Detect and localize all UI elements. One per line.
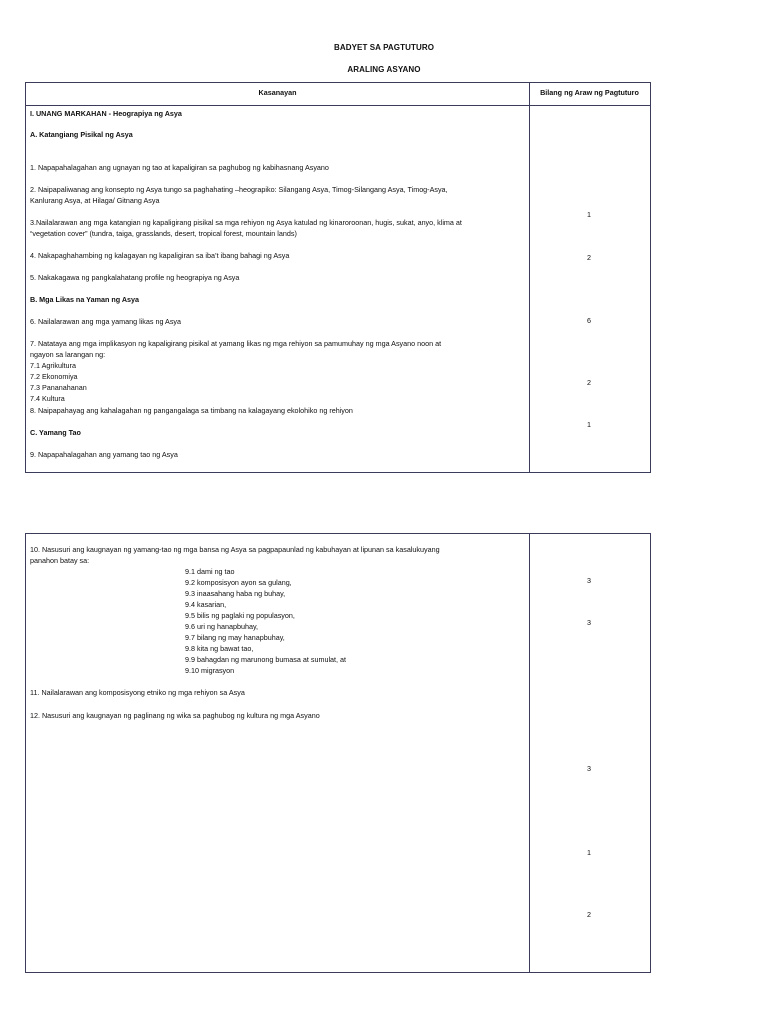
competency-10-subitem: 9.7 bilang ng may hanapbuhay, [185,633,285,642]
budget-table-2 [25,533,651,973]
days-value: 3 [587,576,591,585]
competency-4: 4. Nakapaghahambing ng kalagayan ng kapaligiran sa iba’t ibang bahagi ng Asya [30,251,290,260]
competency-9: 9. Napapahalagahan ang yamang tao ng Asya [30,450,178,459]
section-a-heading: A. Katangiang Pisikal ng Asya [30,130,133,139]
days-value: 3 [587,764,591,773]
section-b-heading: B. Mga Likas na Yaman ng Asya [30,295,140,304]
days-value: 3 [587,618,591,627]
column-header-days: Bilang ng Araw ng Pagtuturo [540,88,639,97]
competency-2-line1: 2. Naipapaliwanag ang konsepto ng Asya tungo sa paghahating –heograpiko: Silangang Asya, Timog-Silangang Asya, Timog-Asya, [30,185,448,194]
competency-8: 8. Naipapahayag ang kahalagahan ng pangangalaga sa timbang na kalagayang ekolohiko ng rehiyon [30,406,353,415]
competency-10-line2: panahon batay sa: [30,556,90,565]
days-value: 1 [587,210,591,219]
days-value: 2 [587,253,591,262]
column-divider [529,534,530,972]
competency-11: 11. Nailalarawan ang komposisyong etniko ng mga rehiyon sa Asya [30,688,245,697]
document-subtitle: ARALING ASYANO [347,65,421,74]
days-value: 1 [587,420,591,429]
competency-10-subitem: 9.1 dami ng tao [185,567,235,576]
budget-table-1 [25,82,651,473]
days-value: 2 [587,910,591,919]
competency-10-line1: 10. Nasusuri ang kaugnayan ng yamang-tao ng mga bansa ng Asya sa pagpapaunlad ng kabuhayan at lipunan sa kasalukuyang [30,545,440,554]
quarter-heading: I. UNANG MARKAHAN - Heograpiya ng Asya [30,109,182,118]
days-value: 2 [587,378,591,387]
competency-10-subitem: 9.6 uri ng hanapbuhay, [185,622,258,631]
competency-5: 5. Nakakagawa ng pangkalahatang profile ng heograpiya ng Asya [30,273,240,282]
competency-7-line2: ngayon sa larangan ng: [30,350,106,359]
competency-10-subitem: 9.4 kasarian, [185,600,227,609]
competency-10-subitem: 9.10 migrasyon [185,666,235,675]
competency-10-subitem: 9.2 komposisyon ayon sa gulang, [185,578,292,587]
days-value: 1 [587,848,591,857]
competency-12: 12. Nasusuri ang kaugnayan ng paglinang ng wika sa paghubog ng kultura ng mga Asyano [30,711,320,720]
competency-3-line1: 3.Nailalarawan ang mga katangian ng kapaligirang pisikal sa mga rehiyon ng Asya katulad ng kinaroroonan, hugis, sukat, anyo, klima at [30,218,462,227]
competency-10-subitem: 9.9 bahagdan ng marunong bumasa at sumulat, at [185,655,347,664]
competency-7-line1: 7. Natataya ang mga implikasyon ng kapaligirang pisikal at yamang likas ng mga rehiyon sa pamumuhay ng mga Asyano noon at [30,339,442,348]
competency-7-3: 7.3 Pananahanan [30,383,87,392]
competency-10-subitem: 9.3 inaasahang haba ng buhay, [185,589,286,598]
competency-7-4: 7.4 Kultura [30,394,65,403]
header-divider [26,105,650,106]
document-title: BADYET SA PAGTUTURO [333,43,435,52]
days-value: 6 [587,316,591,325]
competency-3-line2: “vegetation cover” (tundra, taiga, grasslands, desert, tropical forest, mountain lands) [30,229,297,238]
competency-10-subitem: 9.5 bilis ng paglaki ng populasyon, [185,611,295,620]
competency-7-1: 7.1 Agrikultura [30,361,76,370]
column-divider [529,83,530,472]
column-header-kasanayan: Kasanayan [258,88,297,97]
competency-6: 6. Nailalarawan ang mga yamang likas ng Asya [30,317,182,326]
competency-2-line2: Kanlurang Asya, at Hilaga/ Gitnang Asya [30,196,160,205]
competency-7-2: 7.2 Ekonomiya [30,372,78,381]
competency-1: 1. Napapahalagahan ang ugnayan ng tao at kapaligiran sa paghubog ng kabihasnang Asyano [30,163,329,172]
competency-10-subitem: 9.8 kita ng bawat tao, [185,644,254,653]
section-c-heading: C. Yamang Tao [30,428,81,437]
